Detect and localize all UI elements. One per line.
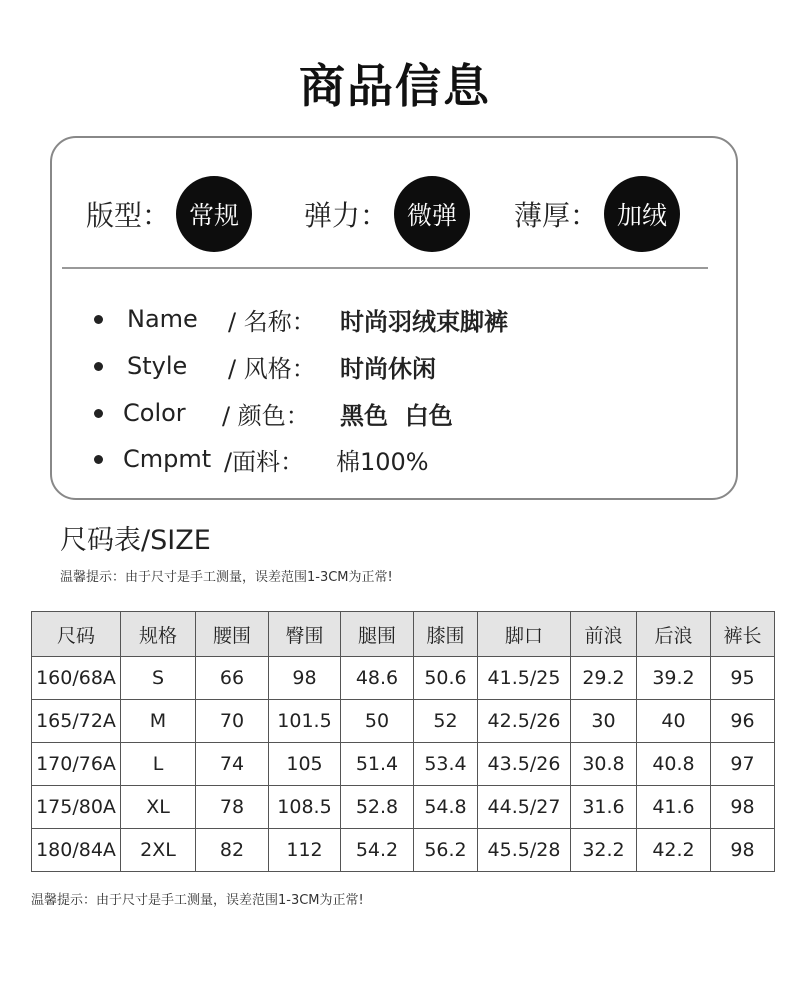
table-cell: M: [121, 700, 196, 743]
table-cell: 108.5: [269, 786, 341, 829]
table-cell: 180/84A: [32, 829, 121, 872]
info-label-en: Color: [123, 399, 186, 427]
table-cell: 98: [269, 657, 341, 700]
table-cell: 42.5/26: [478, 700, 571, 743]
table-cell: 53.4: [414, 743, 478, 786]
info-row-color: [94, 396, 453, 430]
attribute-label: 版型：: [86, 199, 171, 232]
info-label-en: Style: [127, 352, 188, 380]
table-cell: 95: [711, 657, 775, 700]
info-row-name: [94, 302, 508, 336]
table-cell: 56.2: [414, 829, 478, 872]
table-cell: 41.6: [637, 786, 711, 829]
column-header: 膝围: [414, 612, 478, 657]
info-label-cn: /面料：: [224, 447, 305, 476]
info-label-cn: / 风格：: [228, 354, 316, 383]
table-cell: 39.2: [637, 657, 711, 700]
info-label-cn: / 名称：: [228, 307, 316, 336]
table-cell: 101.5: [269, 700, 341, 743]
info-label-en: Name: [127, 305, 198, 333]
table-cell: 50.6: [414, 657, 478, 700]
column-header: 脚口: [478, 612, 571, 657]
table-cell: 44.5/27: [478, 786, 571, 829]
table-row: [32, 786, 775, 829]
table-row: [32, 743, 775, 786]
table-cell: 96: [711, 700, 775, 743]
info-row-material: [94, 442, 429, 476]
bullet-icon: [94, 315, 103, 324]
column-header: 规格: [121, 612, 196, 657]
table-cell: 170/76A: [32, 743, 121, 786]
table-cell: 98: [711, 786, 775, 829]
size-chart-heading: 尺码表/SIZE: [60, 525, 211, 556]
info-label-cn: / 颜色：: [222, 401, 310, 430]
column-header: 腰围: [196, 612, 269, 657]
table-row: [32, 657, 775, 700]
card-divider: [62, 267, 708, 269]
bullet-icon: [94, 455, 103, 464]
table-cell: 2XL: [121, 829, 196, 872]
column-header: 后浪: [637, 612, 711, 657]
table-row: [32, 829, 775, 872]
table-cell: 50: [341, 700, 414, 743]
table-cell: 29.2: [571, 657, 637, 700]
table-cell: 51.4: [341, 743, 414, 786]
bullet-icon: [94, 409, 103, 418]
table-cell: L: [121, 743, 196, 786]
attribute-label: 弹力：: [304, 199, 389, 232]
table-cell: 82: [196, 829, 269, 872]
table-cell: 97: [711, 743, 775, 786]
table-header-row: [32, 612, 775, 657]
measurement-tip-top: 温馨提示：由于尺寸是手工测量，误差范围1-3CM为正常!: [60, 570, 393, 585]
table-cell: 70: [196, 700, 269, 743]
table-cell: 30.8: [571, 743, 637, 786]
attribute-value-badge: 常规: [176, 176, 252, 252]
attribute-value-badge: 微弹: [394, 176, 470, 252]
info-value: 黑色 白色: [340, 401, 453, 430]
table-cell: XL: [121, 786, 196, 829]
info-label-en: Cmpmt: [123, 445, 212, 473]
attribute-fit: [86, 176, 252, 252]
table-cell: 160/68A: [32, 657, 121, 700]
size-table: [31, 611, 775, 872]
table-cell: 78: [196, 786, 269, 829]
table-cell: 32.2: [571, 829, 637, 872]
measurement-tip-bottom: 温馨提示：由于尺寸是手工测量，误差范围1-3CM为正常!: [31, 893, 364, 908]
table-cell: 98: [711, 829, 775, 872]
attribute-elasticity: [304, 176, 470, 252]
column-header: 前浪: [571, 612, 637, 657]
attribute-value-badge: 加绒: [604, 176, 680, 252]
table-cell: 52: [414, 700, 478, 743]
info-value: 棉100%: [336, 447, 429, 476]
info-row-style: [94, 349, 436, 383]
table-cell: 175/80A: [32, 786, 121, 829]
table-cell: 105: [269, 743, 341, 786]
table-cell: 30: [571, 700, 637, 743]
table-cell: 41.5/25: [478, 657, 571, 700]
table-row: [32, 700, 775, 743]
attribute-label: 薄厚：: [514, 199, 599, 232]
table-cell: 40: [637, 700, 711, 743]
bullet-icon: [94, 362, 103, 371]
table-cell: S: [121, 657, 196, 700]
table-cell: 48.6: [341, 657, 414, 700]
table-cell: 66: [196, 657, 269, 700]
table-cell: 112: [269, 829, 341, 872]
table-cell: 74: [196, 743, 269, 786]
table-cell: 54.8: [414, 786, 478, 829]
table-cell: 42.2: [637, 829, 711, 872]
attribute-thickness: [514, 176, 680, 252]
info-value: 时尚休闲: [340, 354, 436, 383]
column-header: 臀围: [269, 612, 341, 657]
column-header: 腿围: [341, 612, 414, 657]
table-cell: 43.5/26: [478, 743, 571, 786]
table-cell: 45.5/28: [478, 829, 571, 872]
table-cell: 52.8: [341, 786, 414, 829]
info-value: 时尚羽绒束脚裤: [340, 307, 508, 336]
table-cell: 31.6: [571, 786, 637, 829]
column-header: 尺码: [32, 612, 121, 657]
column-header: 裤长: [711, 612, 775, 657]
table-cell: 165/72A: [32, 700, 121, 743]
page-title: 商品信息: [299, 59, 491, 113]
table-cell: 54.2: [341, 829, 414, 872]
table-cell: 40.8: [637, 743, 711, 786]
